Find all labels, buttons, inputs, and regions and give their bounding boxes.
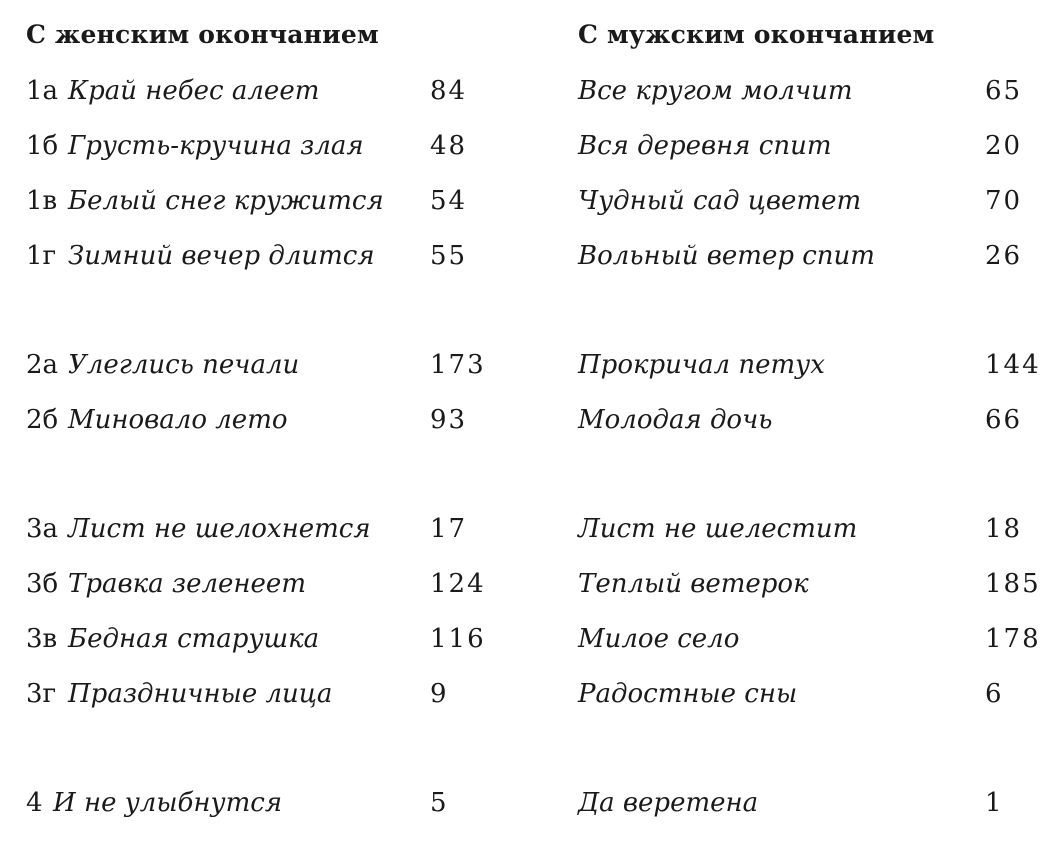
row-title: Лист не шелестит (578, 514, 858, 544)
row-title: Бедная старушка (68, 624, 320, 654)
row-label: 1г (26, 241, 57, 271)
column-heading: С женским окончанием (26, 20, 379, 49)
row-title: Радостные сны (578, 679, 798, 709)
row-title: Теплый ветерок (578, 569, 809, 599)
row-title: Праздничные лица (68, 679, 333, 709)
row-number: 178 (985, 624, 1041, 654)
row-label: 2а (26, 350, 59, 380)
row-label: 2б (26, 405, 59, 435)
row-title: Милое село (578, 624, 740, 654)
row-number: 66 (985, 405, 1023, 435)
row-title: Лист не шелохнется (68, 514, 371, 544)
row-title: Улеглись печали (68, 350, 300, 380)
row-number: 6 (985, 679, 1004, 709)
row-title: Все кругом молчит (578, 76, 853, 106)
row-number: 48 (430, 131, 468, 161)
row-title: Вся деревня спит (578, 131, 832, 161)
row-label: 3г (26, 679, 57, 709)
row-title: Край небес алеет (68, 76, 320, 106)
row-label: 1б (26, 131, 59, 161)
row-number: 93 (430, 405, 468, 435)
row-number: 173 (430, 350, 486, 380)
row-label: 4 (26, 788, 43, 818)
row-number: 1 (985, 788, 1004, 818)
row-title: И не улыбнутся (53, 788, 283, 818)
row-number: 70 (985, 186, 1023, 216)
row-label: 3а (26, 514, 59, 544)
row-label: 3в (26, 624, 58, 654)
row-title: Да веретена (578, 788, 759, 818)
row-label: 1а (26, 76, 59, 106)
row-number: 18 (985, 514, 1023, 544)
row-title: Молодая дочь (578, 405, 773, 435)
row-title: Травка зеленеет (68, 569, 306, 599)
row-title: Зимний вечер длится (68, 241, 375, 271)
row-number: 116 (430, 624, 486, 654)
row-title: Белый снег кружится (68, 186, 384, 216)
row-number: 9 (430, 679, 449, 709)
row-number: 144 (985, 350, 1041, 380)
row-number: 84 (430, 76, 468, 106)
row-number: 65 (985, 76, 1023, 106)
row-number: 26 (985, 241, 1023, 271)
row-title: Вольный ветер спит (578, 241, 875, 271)
row-number: 124 (430, 569, 486, 599)
row-number: 17 (430, 514, 468, 544)
row-number: 54 (430, 186, 468, 216)
row-title: Прокричал петух (578, 350, 825, 380)
row-title: Чудный сад цветет (578, 186, 862, 216)
column-heading: С мужским окончанием (578, 20, 935, 49)
row-title: Грусть-кручина злая (68, 131, 364, 161)
row-label: 1в (26, 186, 58, 216)
row-number: 185 (985, 569, 1041, 599)
row-number: 20 (985, 131, 1023, 161)
row-title: Миновало лето (68, 405, 288, 435)
row-number: 5 (430, 788, 449, 818)
row-number: 55 (430, 241, 468, 271)
row-label: 3б (26, 569, 59, 599)
